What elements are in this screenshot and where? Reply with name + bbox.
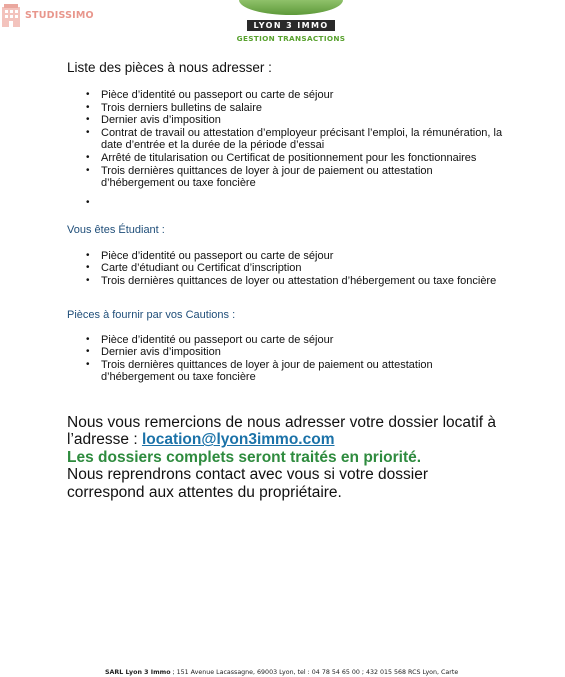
footer-details: ; 151 Avenue Lacassagne, 69003 Lyon, tel : 04 78 54 65 00 ; 432 015 568 RCS Lyon, Carte [170, 669, 459, 676]
list-item: • Trois dernières quittances de loyer à jour de paiement ou attestation d’hébergement ou taxe foncière [67, 359, 507, 384]
list-item: • Pièce d’identité ou passeport ou carte de séjour [67, 334, 507, 347]
list-item: • Arrêté de titularisation ou Certificat de positionnement pour les fonctionnaires [67, 152, 507, 165]
watermark-text: STUDISSIMO [25, 9, 94, 21]
building-icon [0, 3, 22, 27]
student-documents-list [67, 250, 507, 288]
closing-message [67, 414, 507, 501]
list-item: • Trois dernières quittances de loyer ou attestation d’hébergement ou taxe foncière [67, 275, 507, 288]
main-documents-list [67, 89, 507, 210]
list-item: • Pièce d’identité ou passeport ou carte de séjour [67, 250, 507, 263]
student-heading: Vous êtes Étudiant : [67, 223, 165, 236]
studissimo-watermark [0, 2, 94, 28]
footer-company: SARL Lyon 3 Immo [105, 669, 171, 676]
document-body [67, 60, 507, 501]
email-link[interactable]: location@lyon3immo.com [141, 431, 335, 449]
closing-thanks [67, 414, 507, 449]
contact-notice: Nous reprendrons contact avec vous si votre dossier correspond aux attentes du propriétaire. [67, 466, 428, 501]
logo-subtitle: GESTION TRANSACTIONS [236, 34, 346, 43]
list-item: • Trois dernières quittances de loyer à jour de paiement ou attestation d’hébergement ou taxe foncière [67, 165, 507, 190]
priority-notice: Les dossiers complets seront traités en priorité. [67, 448, 422, 466]
page-footer [105, 669, 565, 676]
company-logo [232, 0, 350, 43]
list-item: • Dernier avis d’imposition [67, 346, 507, 359]
list-item: • Carte d’étudiant ou Certificat d’inscription [67, 262, 507, 275]
logo-leaf-shape [239, 0, 343, 15]
logo-name: LYON 3 IMMO [247, 20, 334, 31]
list-item-empty [67, 197, 507, 210]
list-item: • Trois derniers bulletins de salaire [67, 102, 507, 115]
list-item: • Dernier avis d’imposition [67, 114, 507, 127]
guarantors-documents-list [67, 334, 507, 384]
list-item: • Contrat de travail ou attestation d’employeur précisant l’emploi, la rémunération, la date d’entrée et la durée de la période d’essai [67, 127, 507, 152]
list-item: • Pièce d’identité ou passeport ou carte de séjour [67, 89, 507, 102]
intro-heading: Liste des pièces à nous adresser : [67, 60, 272, 75]
guarantors-heading: Pièces à fournir par vos Cautions : [67, 308, 236, 321]
closing-thanks-text: Nous vous remercions de nous adresser votre dossier locatif à l’adresse : [67, 413, 497, 449]
